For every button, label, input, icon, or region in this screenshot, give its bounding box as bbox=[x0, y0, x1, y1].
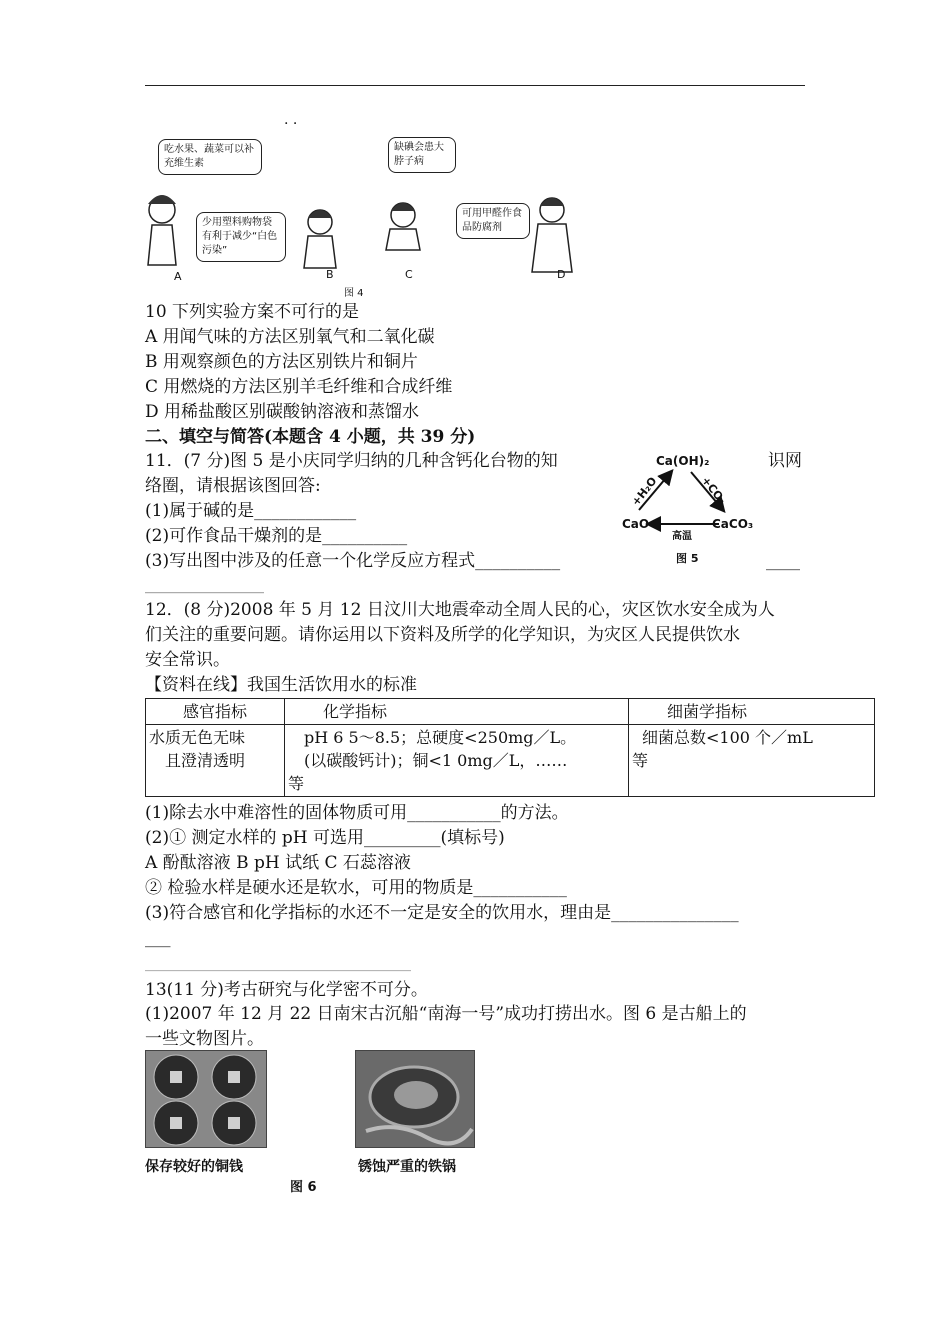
table-cell: pH 6 5～8.5；总硬度<250mg／L。 (以碳酸钙计)；铜<1 0mg／L，…… 等 bbox=[285, 725, 629, 797]
q12-part-2-options: A 酚酞溶液 B pH 试纸 C 石蕊溶液 bbox=[145, 853, 411, 873]
label-c: C bbox=[405, 268, 413, 281]
table-cell: 水质无色无味 且澄清透明 bbox=[146, 725, 285, 797]
q10-option-b: B 用观察颜色的方法区别铁片和铜片 bbox=[145, 352, 418, 372]
header-rule bbox=[145, 85, 805, 86]
q11-line-2: 络圈，请根据该图回答: bbox=[145, 476, 321, 496]
table-header: 感官指标 bbox=[146, 699, 285, 725]
q11-line-1-tail: 识网 bbox=[768, 451, 802, 471]
figure-4-caption: 图 4 bbox=[344, 288, 364, 299]
edge-co2: +CO₂ bbox=[698, 474, 729, 507]
q11-part-3: (3)写出图中涉及的任意一个化学反应方程式__________ bbox=[145, 551, 561, 571]
cartoon-figures-image bbox=[140, 180, 600, 280]
section-2-title: 二、填空与简答(本题含 4 小题，共 39 分) bbox=[145, 427, 476, 447]
q12-line-2: 们关注的重要问题。请你运用以下资料及所学的化学知识，为灾区人民提供饮水 bbox=[145, 625, 740, 645]
table-cell: 细菌总数<100 个／mL 等 bbox=[629, 725, 875, 797]
q13-line-2: (1)2007 年 12 月 22 日南宋古沉船“南海一号”成功打捞出水。图 6 是古船上的 bbox=[145, 1004, 747, 1024]
table-row bbox=[146, 699, 875, 725]
q10-option-c: C 用燃烧的方法区别羊毛纤维和合成纤维 bbox=[145, 377, 453, 397]
figure-6-caption: 图 6 bbox=[290, 1180, 317, 1195]
q10-option-a: A 用闻气味的方法区别氧气和二氧化碳 bbox=[145, 327, 435, 347]
figure-5-caption: 图 5 bbox=[676, 552, 699, 565]
copper-coins-photo bbox=[145, 1050, 267, 1148]
label-d: D bbox=[557, 268, 566, 281]
q12-part-3: (3)符合感官和化学指标的水还不一定是安全的饮用水，理由是_______________ bbox=[145, 903, 739, 923]
q12-part-2b: ② 检验水样是硬水还是软水，可用的物质是___________ bbox=[145, 878, 567, 898]
q12-resource: 【资料在线】我国生活饮用水的标准 bbox=[145, 675, 417, 695]
table-header: 细菌学指标 bbox=[629, 699, 875, 725]
node-caco3: CaCO₃ bbox=[712, 517, 754, 531]
q13-line-1: 13(11 分)考古研究与化学密不可分。 bbox=[145, 980, 428, 1000]
table-row bbox=[146, 725, 875, 797]
bubble-formaldehyde: 可用甲醛作食品防腐剂 bbox=[456, 203, 530, 239]
copper-coins-caption: 保存较好的铜钱 bbox=[145, 1159, 243, 1175]
q11-part-3-tail: ____ bbox=[766, 551, 800, 571]
header-dots: . . bbox=[284, 112, 298, 128]
q10-stem: 10 下列实验方案不可行的是 bbox=[145, 302, 360, 322]
node-caoh2: Ca(OH)₂ bbox=[656, 454, 710, 468]
edge-high-temp: 高温 bbox=[672, 531, 692, 542]
q12-part-3-continued: ___ bbox=[145, 928, 171, 948]
node-cao: CaO bbox=[622, 517, 650, 531]
q12-line-1: 12．(8 分)2008 年 5 月 12 日汶川大地震牵动全周人民的心，灾区饮水安全成为人 bbox=[145, 600, 775, 620]
q11-line-1: 11．(7 分)图 5 是小庆同学归纳的几种含钙化台物的知 bbox=[145, 451, 558, 471]
iron-pot-photo bbox=[355, 1050, 475, 1148]
q10-option-d: D 用稀盐酸区别碳酸钠溶液和蒸馏水 bbox=[145, 402, 420, 422]
q13-line-3: 一些文物图片。 bbox=[145, 1029, 264, 1049]
q12-part-2: (2)① 测定水样的 pH 可选用_________(填标号) bbox=[145, 828, 505, 848]
q12-line-3: 安全常识。 bbox=[145, 650, 230, 670]
water-standard-table bbox=[145, 698, 875, 797]
label-b: B bbox=[326, 268, 334, 281]
bubble-vitamin: 吃水果、蔬菜可以补充维生素 bbox=[158, 139, 262, 175]
q11-part-2: (2)可作食品干燥剂的是__________ bbox=[145, 526, 408, 546]
label-a: A bbox=[174, 270, 182, 283]
q12-part-1: (1)除去水中难溶性的固体物质可用___________的方法。 bbox=[145, 803, 569, 823]
q12-part-3-continued-2: ______________________________________ bbox=[145, 956, 411, 972]
q11-part-1: (1)属于碱的是____________ bbox=[145, 501, 357, 521]
bubble-iodine: 缺碘会患大脖子病 bbox=[388, 137, 456, 173]
bubble-plastic: 少用塑料购物袋有利于减少“白色污染” bbox=[196, 212, 286, 262]
iron-pot-caption: 锈蚀严重的铁锅 bbox=[358, 1159, 456, 1175]
q11-part-3-continued: ______________ bbox=[145, 574, 264, 594]
edge-water: +H₂O bbox=[629, 474, 660, 509]
table-header: 化学指标 bbox=[285, 699, 629, 725]
